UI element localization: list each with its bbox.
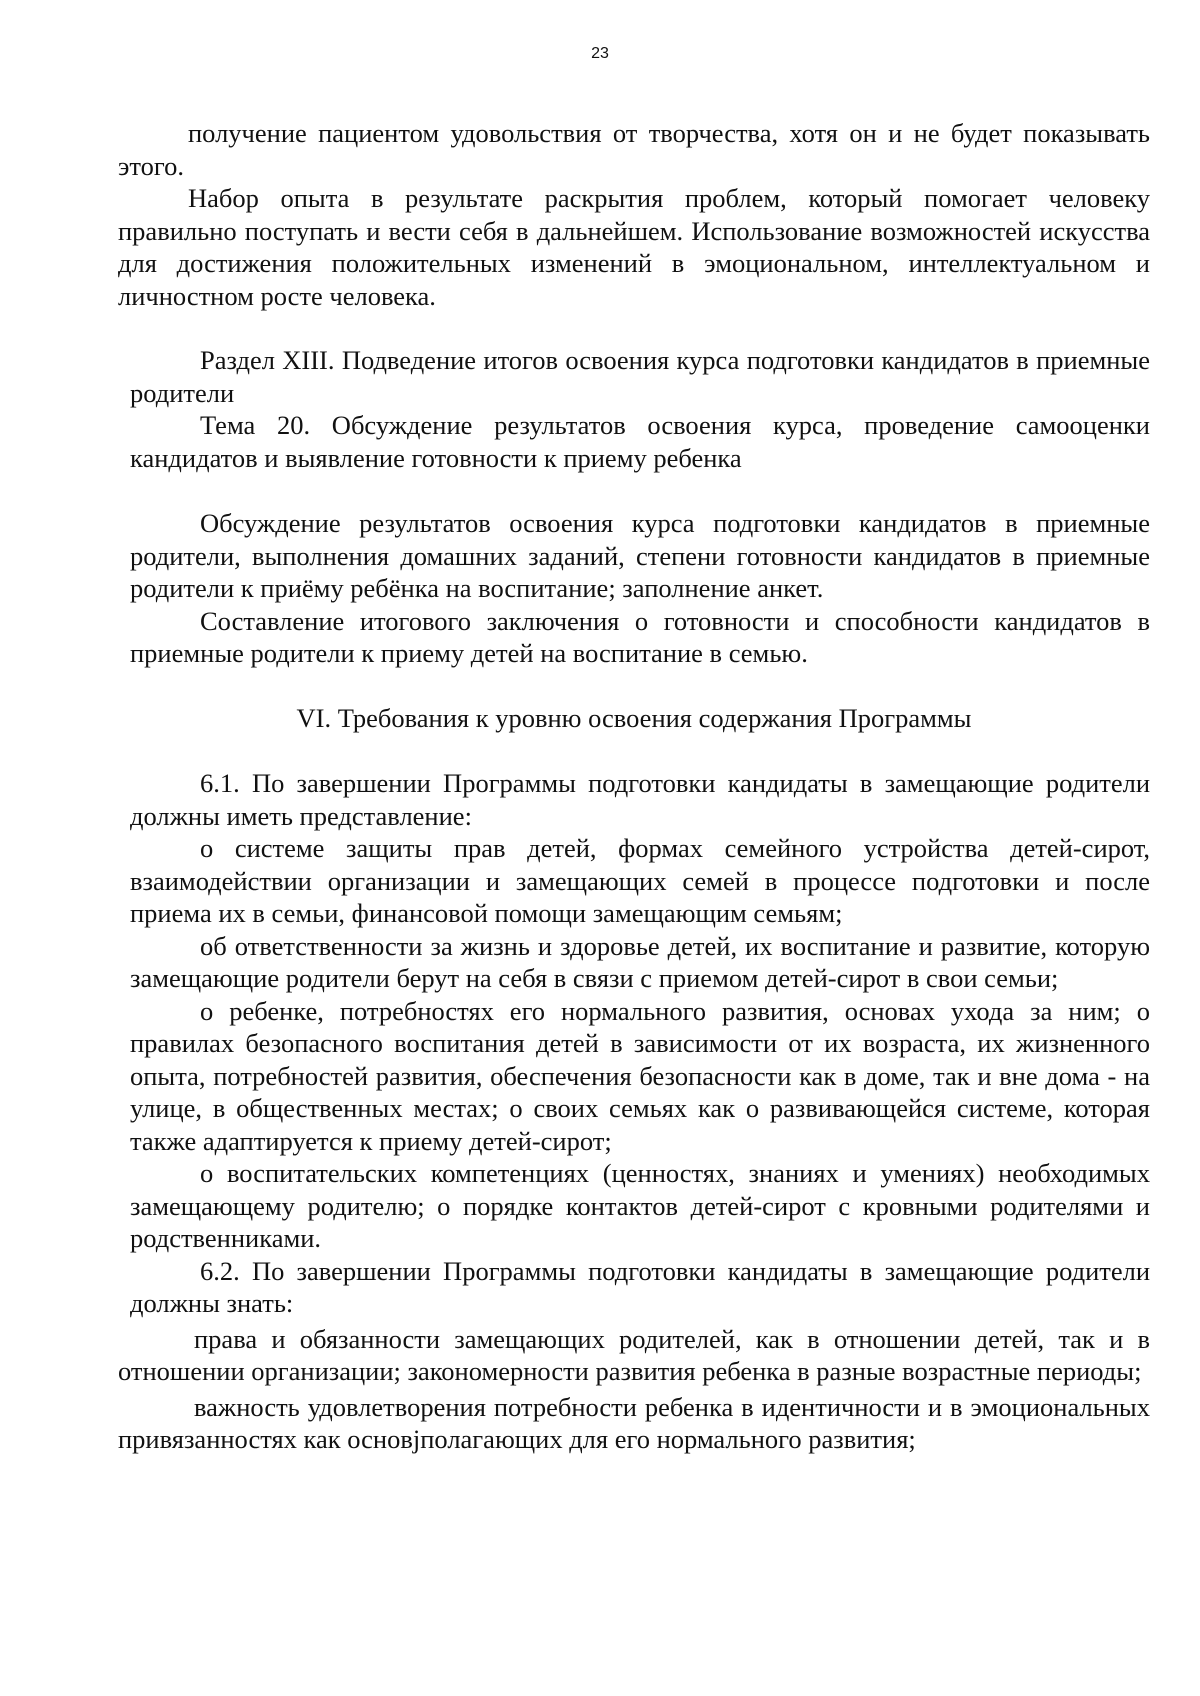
spacer	[118, 734, 1150, 767]
paragraph-8: 6.1. По завершении Программы подготовки кандидаты в замещающие родители должны иметь представление:	[130, 768, 1150, 831]
section-heading: Раздел XIII. Подведение итогов освоения курса подготовки кандидатов в приемные родители	[130, 345, 1150, 408]
spacer	[118, 312, 1150, 344]
page-number: 23	[591, 45, 609, 62]
paragraph-2: Набор опыта в результате раскрытия проблем, который помогает человеку правильно поступать и вести себя в дальнейшем. Использование возможностей искусства для достижения положительных изменений в эмоциональном, интеллектуальном и личностном росте человека.	[118, 183, 1150, 311]
chapter-heading: VI. Требования к уровню освоения содержания Программы	[296, 702, 972, 733]
paragraph-6: Составление итогового заключения о готовности и способности кандидатов в приемные родители к приему детей на воспитание в семью.	[130, 605, 1150, 668]
spacer	[118, 670, 1150, 702]
paragraph-9: о системе защиты прав детей, формах семейного устройства детей-сирот, взаимодействии организации и замещающих семей в процессе подготовки и после приема их в семьи, финансовой помощи замещающим семьям;	[130, 833, 1150, 928]
paragraph-13: 6.2. По завершении Программы подготовки кандидаты в замещающие родители должны знать:	[130, 1255, 1150, 1318]
paragraph-1: получение пациентом удовольствия от творчества, хотя он и не будет показывать этого.	[118, 118, 1150, 181]
paragraph-14: права и обязанности замещающих родителей, как в отношении детей, так и в отношении организации; закономерности развития ребенка в разные возрастные периоды;	[118, 1323, 1150, 1386]
paragraph-12: о воспитательских компетенциях (ценностях, знаниях и умениях) необходимых замещающему родителю; о порядке контактов детей-сирот с кровными родителями и родственниками.	[130, 1158, 1150, 1253]
paragraph-11: о ребенке, потребностях его нормального развития, основах ухода за ним; о правилах безопасного воспитания детей в зависимости от их возраста, их жизненного опыта, потребностей развития, обеспечения безопасности как в доме, так и вне дома - на улице, в общественных местах; о своих семьях как о развивающейся системе, которая также адаптируется к приему детей-сирот;	[130, 995, 1150, 1156]
spacer	[118, 474, 1150, 507]
document-body	[118, 117, 1150, 1456]
paragraph-15: важность удовлетворения потребности ребенка в идентичности и в эмоциональных привязанностях как основјполагающих для его нормального развития;	[118, 1391, 1150, 1454]
paragraph-10: об ответственности за жизнь и здоровье детей, их воспитание и развитие, которую замещающие родители берут на себя в связи с приемом детей-сирот в свои семьи;	[130, 930, 1150, 993]
paragraph-5: Обсуждение результатов освоения курса подготовки кандидатов в приемные родители, выполнения домашних заданий, степени готовности кандидатов в приемные родители к приёму ребёнка на воспитание; заполнение анкет.	[130, 508, 1150, 603]
topic-heading: Тема 20. Обсуждение результатов освоения курса, проведение самооценки кандидатов и выявление готовности к приему ребенка	[130, 410, 1150, 473]
